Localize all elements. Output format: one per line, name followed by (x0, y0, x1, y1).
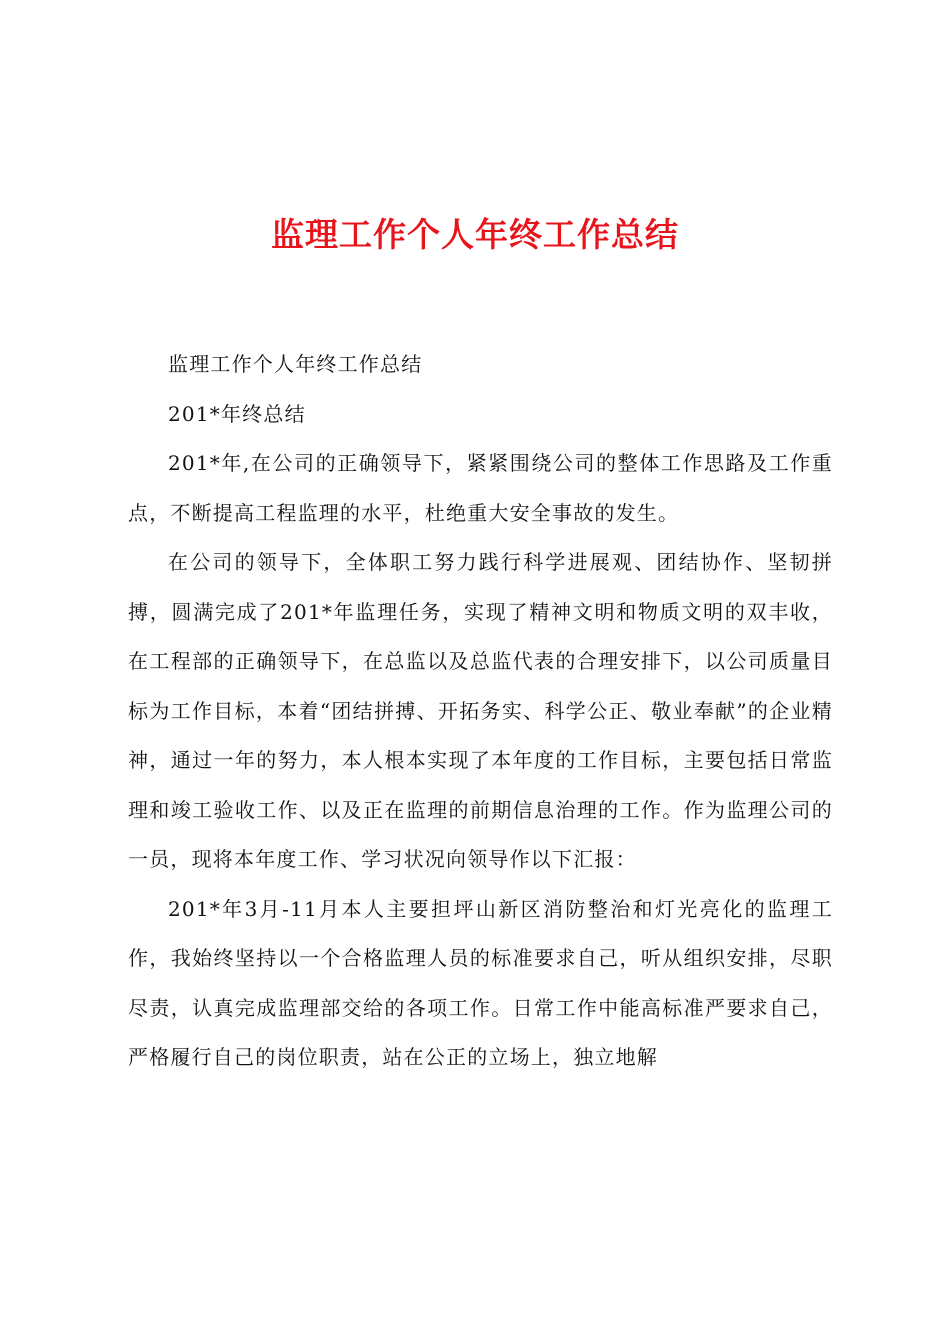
paragraph-work-detail: 201*年3月-11月本人主要担坪山新区消防整治和灯光亮化的监理工作，我始终坚持以一个合格监理人员的标准要求自己，听从组织安排，尽职尽责，认真完成监理部交给的各项工作。日常工作中能高标准严要求自己，严格履行自己的岗位职责，站在公正的立场上，独立地解 (128, 896, 833, 1069)
paragraph-summary: 在公司的领导下，全体职工努力践行科学进展观、团结协作、坚韧拼搏，圆满完成了201*年监理任务，实现了精神文明和物质文明的双丰收，在工程部的正确领导下，在总监以及总监代表的合理安排下，以公司质量目标为工作目标，本着“团结拼搏、开拓务实、科学公正、敬业奉献”的企业精神，通过一年的努力，本人根本实现了本年度的工作目标，主要包括日常监理和竣工验收工作、以及正在监理的前期信息治理的工作。作为监理公司的一员，现将本年度工作、学习状况向领导作以下汇报： (128, 550, 833, 871)
document-body (128, 340, 833, 1083)
paragraph-heading: 监理工作个人年终工作总结 (168, 352, 423, 376)
paragraph-intro: 201*年,在公司的正确领导下，紧紧围绕公司的整体工作思路及工作重点，不断提高工程监理的水平，杜绝重大安全事故的发生。 (128, 451, 833, 525)
paragraph-subheading: 201*年终总结 (168, 401, 306, 426)
document-title: 监理工作个人年终工作总结 (271, 215, 679, 254)
